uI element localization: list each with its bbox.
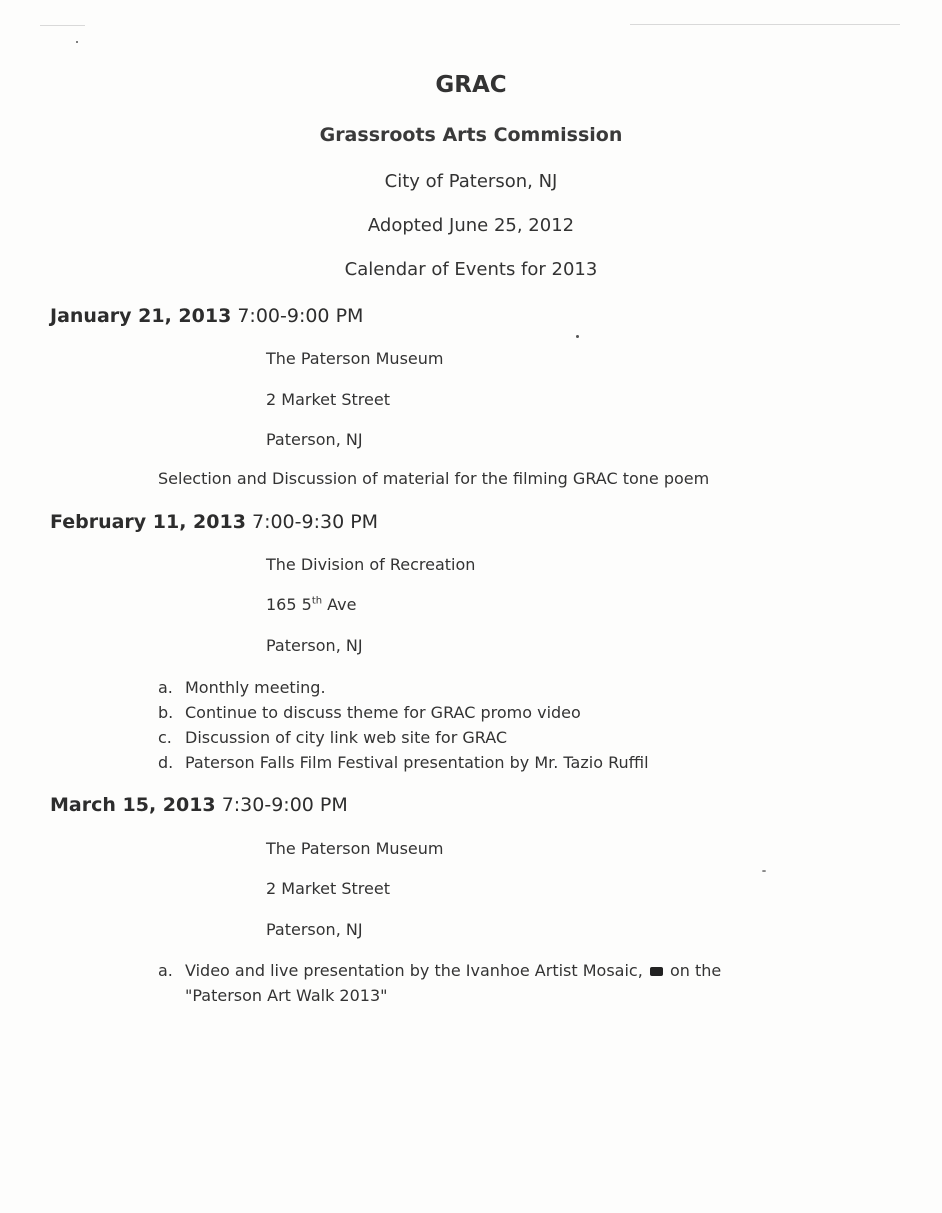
- event-heading: [50, 794, 348, 816]
- scan-speck: [762, 870, 766, 872]
- scan-speck: [576, 335, 579, 338]
- agenda-list: [158, 675, 649, 775]
- event-city: Paterson, NJ: [266, 636, 363, 655]
- street-number: 165 5: [266, 595, 312, 614]
- agenda-text: Discussion of city link web site for GRAC: [185, 728, 508, 747]
- street-ordinal: th: [311, 595, 323, 607]
- agenda-marker: a.: [158, 961, 173, 980]
- agenda-text-after: on the: [669, 961, 722, 980]
- scan-artifact-line: [40, 25, 85, 26]
- agenda-text: Video and live presentation by the Ivanhoe Artist Mosaic,: [185, 961, 643, 980]
- city-line: City of Paterson, NJ: [384, 171, 558, 192]
- calendar-heading: Calendar of Events for 2013: [344, 259, 598, 280]
- agenda-text: Paterson Falls Film Festival presentation by Mr. Tazio Ruffil: [185, 753, 649, 772]
- event-time: 7:00-9:00 PM: [231, 305, 364, 327]
- event-date: March 15, 2013: [50, 794, 216, 816]
- street-name: Ave: [322, 595, 357, 614]
- agenda-marker: c.: [158, 728, 172, 747]
- event-date: January 21, 2013: [50, 305, 232, 327]
- event-city: Paterson, NJ: [266, 920, 363, 939]
- agenda-item: [158, 700, 649, 725]
- event-time: 7:00-9:30 PM: [245, 511, 379, 533]
- ink-smudge: [650, 967, 663, 976]
- event-street: 2 Market Street: [266, 879, 390, 898]
- event-venue: The Division of Recreation: [266, 555, 476, 574]
- event-venue: The Paterson Museum: [266, 349, 444, 368]
- agenda-item: [158, 750, 649, 775]
- event-heading: [50, 305, 363, 327]
- event-time: 7:30-9:00 PM: [215, 794, 348, 816]
- agenda-list: [158, 958, 721, 1008]
- agenda-text: Continue to discuss theme for GRAC promo video: [185, 703, 581, 722]
- agenda-item: [158, 725, 649, 750]
- event-street: [266, 595, 356, 614]
- agenda-item: [158, 958, 721, 1008]
- event-city: Paterson, NJ: [266, 430, 363, 449]
- agenda-text: Monthly meeting.: [185, 678, 326, 697]
- scan-artifact-line: [630, 24, 900, 25]
- agenda-item: [158, 675, 649, 700]
- event-venue: The Paterson Museum: [266, 839, 444, 858]
- agenda-marker: a.: [158, 678, 173, 697]
- agenda-text-continued: "Paterson Art Walk 2013": [185, 986, 388, 1005]
- event-heading: [50, 511, 378, 533]
- event-street: 2 Market Street: [266, 390, 390, 409]
- document-title: GRAC: [435, 72, 507, 98]
- event-description: Selection and Discussion of material for the filming GRAC tone poem: [158, 469, 710, 488]
- agenda-marker: d.: [158, 753, 174, 772]
- scan-speck: [76, 41, 78, 43]
- adopted-line: Adopted June 25, 2012: [367, 215, 575, 236]
- agenda-marker: b.: [158, 703, 174, 722]
- document-subtitle: Grassroots Arts Commission: [319, 124, 623, 146]
- event-date: February 11, 2013: [50, 511, 246, 533]
